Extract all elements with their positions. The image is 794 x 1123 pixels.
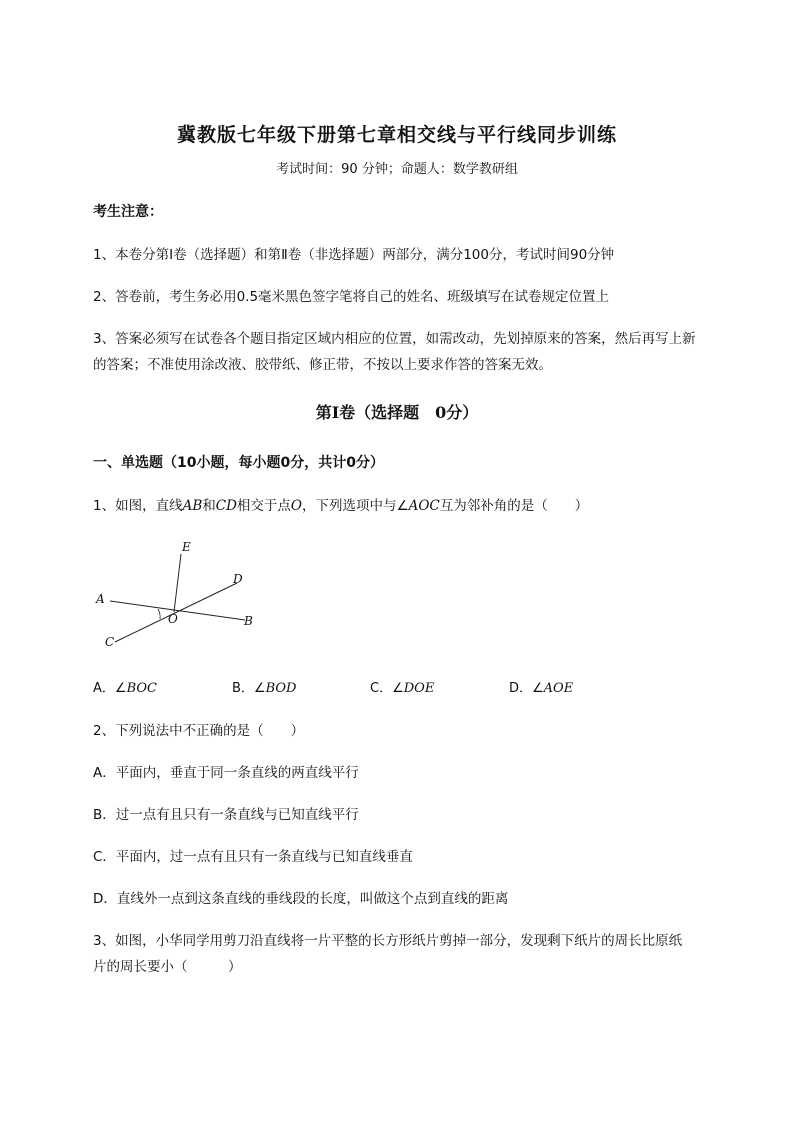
option-label: D．∠ [509,681,544,696]
q2-option-a[interactable]: A．平面内，垂直于同一条直线的两直线平行 [93,765,359,781]
notice-item-1: 1、本卷分第Ⅰ卷（选择题）和第Ⅱ卷（非选择题）两部分，满分100分，考试时间90分钟 [93,247,615,263]
q1-text: 1、如图，直线 [93,498,183,514]
q1-option-c[interactable] [370,677,434,696]
q1-text: ，下列选项中与∠ [302,498,409,514]
ray-oe [174,554,181,612]
option-label: A．∠ [93,681,127,696]
q2-option-c[interactable]: C．平面内，过一点有且只有一条直线与已知直线垂直 [93,849,413,865]
q1-point-o: O [290,498,302,514]
q1-line-cd: CD [215,498,237,514]
q1-angle-aoc: AOC [408,498,440,514]
q2-option-b[interactable]: B．过一点有且只有一条直线与已知直线平行 [93,807,359,823]
notice-item-2: 2、答卷前，考生务必用0.5毫米黑色签字笔将自己的姓名、班级填写在试卷规定位置上 [93,289,610,305]
q2-option-d[interactable]: D．直线外一点到这条直线的垂线段的长度，叫做这个点到直线的距离 [93,891,509,907]
option-label: B．∠ [232,681,266,696]
label-d: D [233,572,243,586]
q1-line-ab: AB [182,498,203,514]
question-1-stem [93,494,588,514]
q1-text: 互为邻补角的是（ ） [439,498,589,514]
option-angle: DOE [403,681,435,696]
label-e: E [182,540,191,554]
label-a: A [96,592,105,606]
section-title: 第Ⅰ卷（选择题 0分） [315,403,479,422]
part-heading: 一、单选题（10小题，每小题0分，共计0分） [93,455,384,471]
option-angle: BOC [126,681,157,696]
question-3-stem-cont: 片的周长要小（ ） [93,959,242,975]
exam-info: 考试时间：90 分钟；命题人：数学教研组 [276,162,518,177]
angle-arc [158,609,160,619]
label-c: C [105,635,115,649]
q1-option-b[interactable] [232,677,296,696]
page-title: 冀教版七年级下册第七章相交线与平行线同步训练 [176,124,617,146]
notice-item-3: 3、答案必须写在试卷各个题目指定区域内相应的位置，如需改动，先划掉原来的答案，然后再写上新 [93,331,696,347]
notice-item-3-cont: 的答案；不准使用涂改液、胶带纸、修正带，不按以上要求作答的答案无效。 [93,357,552,373]
question-2-stem: 2、下列说法中不正确的是（ ） [93,723,305,739]
q1-text: 和 [202,498,216,514]
option-angle: BOD [265,681,297,696]
option-angle: AOE [543,681,574,696]
notice-heading: 考生注意： [93,204,163,220]
label-o: O [168,612,178,626]
q1-option-a[interactable] [93,677,157,696]
q1-figure [85,530,275,660]
q1-text: 相交于点 [236,498,291,514]
label-b: B [244,614,253,628]
q1-option-d[interactable] [509,677,573,696]
option-label: C．∠ [370,681,404,696]
question-3-stem: 3、如图，小华同学用剪刀沿直线将一片平整的长方形纸片剪掉一部分，发现剩下纸片的周长比原纸 [93,933,683,949]
